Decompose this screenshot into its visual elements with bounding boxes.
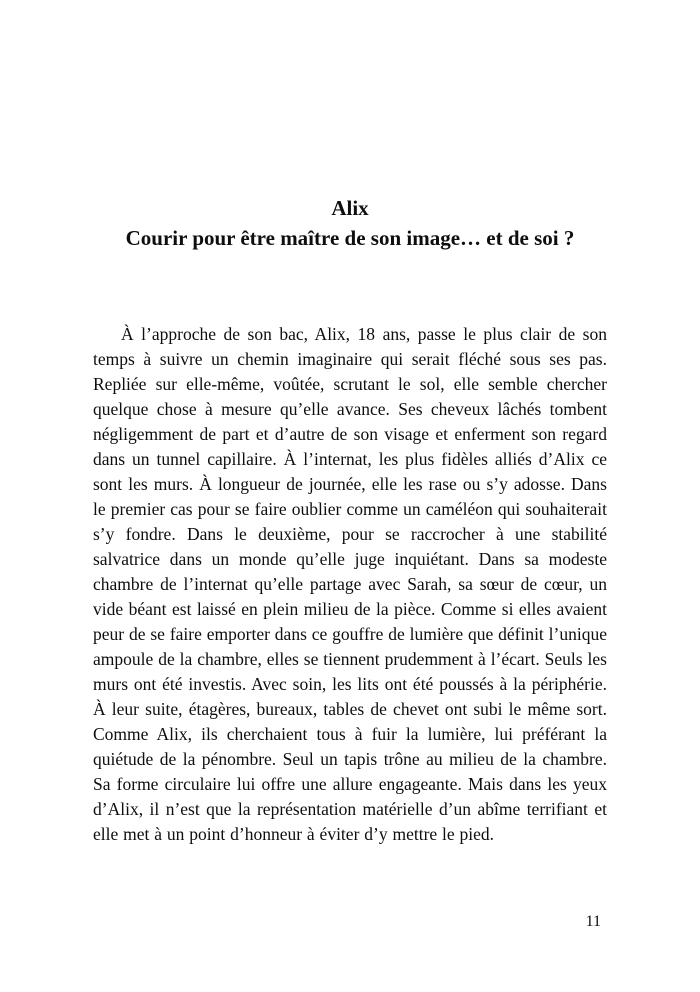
- page-number: 11: [585, 913, 601, 930]
- body-paragraph: À l’approche de son bac, Alix, 18 ans, passe le plus clair de son temps à suivre un chemin imaginaire qui serait fléché sous ses pas. Repliée sur elle-même, voûtée, scrutant le sol, elle semble chercher quelque chose à mesure qu’elle avance. Ses cheveux lâchés tombent négligemment de part et d’autre de son visage et enferment son regard dans un tunnel capillaire. À l’internat, les plus fidèles alliés d’Alix ce sont les murs. À longueur de journée, elle les rase ou s’y adosse. Dans le premier cas pour se faire oublier comme un caméléon qui souhaiterait s’y fondre. Dans le deuxième, pour se raccrocher à une stabilité salvatrice dans un monde qu’elle juge inquiétant. Dans sa modeste chambre de l’internat qu’elle partage avec Sarah, sa sœur de cœur, un vide béant est laissé en plein milieu de la pièce. Comme si elles avaient peur de se faire emporter dans ce gouffre de lumière que définit l’unique ampoule de la chambre, elles se tiennent prudemment à l’écart. Seuls les murs ont été investis. Avec soin, les lits ont été poussés à la périphérie. À leur suite, étagères, bureaux, tables de chevet ont subi le même sort. Comme Alix, ils cherchaient tous à fuir la lumière, lui préférant la quiétude de la pénombre. Seul un tapis trône au milieu de la chambre. Sa forme circulaire lui offre une allure engageante. Mais dans les yeux d’Alix, il n’est que la représentation matérielle d’un abîme terrifiant et elle met à un point d’honneur à éviter d’y mettre le pied.: [93, 324, 607, 844]
- chapter-heading: [93, 193, 607, 253]
- chapter-subtitle: Courir pour être maître de son image… et de soi ?: [125, 226, 575, 250]
- chapter-title: Alix: [331, 196, 369, 220]
